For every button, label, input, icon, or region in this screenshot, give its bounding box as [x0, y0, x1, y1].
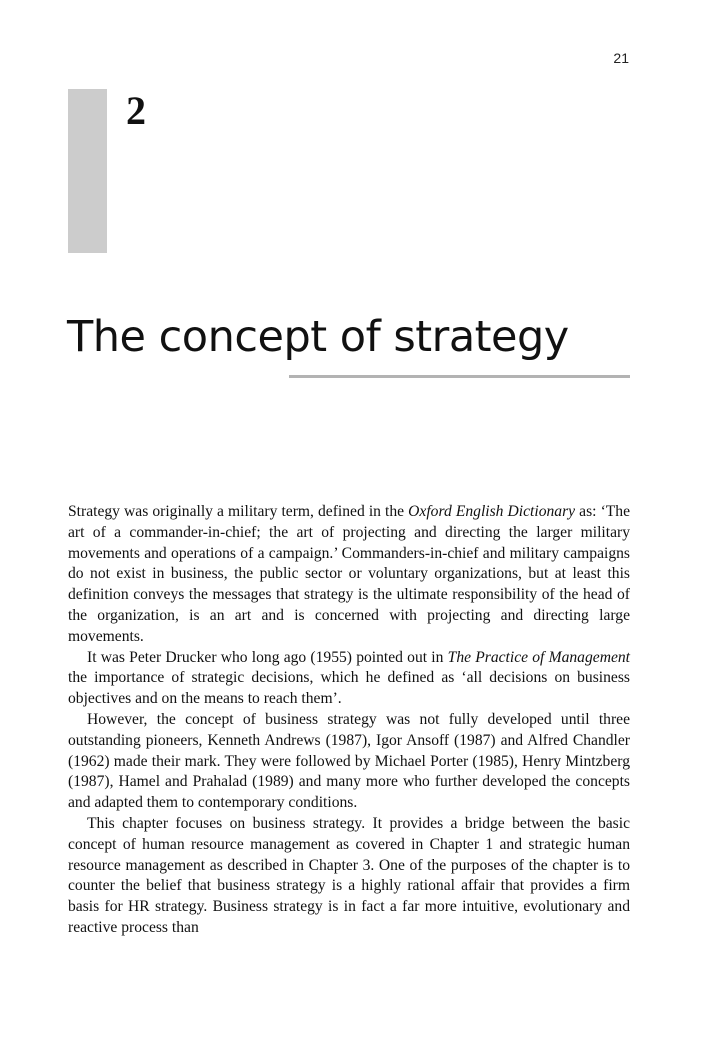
paragraph-2-text-b: the importance of strategic decisions, which he defined as ‘all decisions on business objectives and on the means to reach them’. [68, 669, 630, 708]
chapter-number: 2 [126, 88, 146, 133]
paragraph-1-text-b: as: ‘The art of a commander-in-chief; the art of projecting and directing the larger military movements and operations of a campaign.’ Commanders-in-chief and military campaigns do not exist in business, the public sector or voluntary organizations, but at least this definition conveys the messages that strategy is the ultimate responsibility of the head of the organization, is an art and is concerned with projecting and directing large movements. [68, 503, 631, 645]
paragraph-3: However, the concept of business strategy was not fully developed until three outstanding pioneers, Kenneth Andrews (1987), Igor Ansoff (1987) and Alfred Chandler (1962) made their mark. They were followed by Michael Porter (1985), Henry Mintzberg (1987), Hamel and Prahalad (1989) and many more who further developed the concepts and adapted them to contemporary conditions. [68, 710, 630, 812]
paragraph-1-text-a: Strategy was originally a military term, defined in the [68, 503, 409, 520]
paragraph-1-italic-title: Oxford English Dictionary [408, 503, 576, 520]
paragraph-2 [68, 648, 630, 710]
title-underline-rule [289, 375, 630, 378]
chapter-title: The concept of strategy [67, 312, 569, 362]
chapter-marker-bar [68, 89, 107, 253]
body-text [68, 502, 630, 939]
paragraph-1 [68, 502, 630, 648]
paragraph-4: This chapter focuses on business strategy. It provides a bridge between the basic concept of human resource management as covered in Chapter 1 and strategic human resource management as described in Chapter 3. One of the purposes of the chapter is to counter the belief that business strategy is a highly rational affair that provides a firm basis for HR strategy. Business strategy is in fact a far more intuitive, evolutionary and reactive process than [68, 814, 630, 936]
page-number: 21 [613, 50, 629, 66]
paragraph-2-italic-title: The Practice of Management [447, 648, 630, 666]
paragraph-2-text-a: It was Peter Drucker who long ago (1955) pointed out in [87, 648, 448, 666]
